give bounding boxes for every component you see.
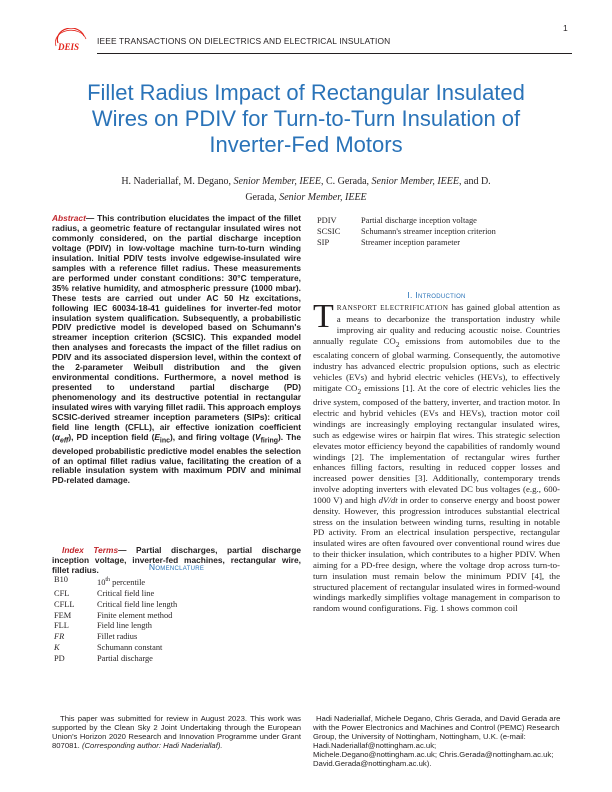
nomenclature-abbr: B10 <box>54 575 68 584</box>
nomenclature-desc: Finite element method <box>97 610 173 620</box>
nomenclature-desc: Streamer inception parameter <box>361 237 461 247</box>
journal-name: IEEE TRANSACTIONS ON DIELECTRICS AND ELECTRICAL INSULATION <box>97 36 391 46</box>
abstract-text-c: ), and firing voltage ( <box>169 431 256 442</box>
intro-text-a: has gained global attention as a means to decarbonize the transportation industry while improving air quality and reducing acoustic noise. Countries annually regulate CO <box>313 302 560 346</box>
nomenclature-title: Nomenclature <box>148 562 205 572</box>
nomenclature-row <box>54 643 294 654</box>
nomenclature-abbr: PDIV <box>317 216 337 225</box>
paper-title: Fillet Radius Impact of Rectangular Insulated Wires on PDIV for Turn-to-Turn Insulation of Inverter-Fed Motors <box>87 80 525 157</box>
nomenclature-abbr: CFLL <box>54 599 75 609</box>
nomenclature-row <box>54 632 294 643</box>
nomenclature-row <box>54 621 294 632</box>
nomenclature-row <box>54 611 294 622</box>
nomenclature-row <box>54 600 294 611</box>
nomenclature-desc: Schumann constant <box>97 643 163 653</box>
author-list <box>108 174 504 206</box>
nomenclature-row <box>317 227 557 238</box>
nomenclature-desc: Fillet radius <box>97 632 138 642</box>
index-terms-text: — Partial discharges, partial discharge inception voltage, inverter-fed machines, rectangular wire, fillet radius. <box>52 545 301 575</box>
intro-text-b: emissions from automobiles due to the escalating concern of global warming. Consequently, the automotive industry has advanced electric propulsion options, such as electric vehicles (EVs) and hybrid electric vehicles (HEVs), to effectively mitigate CO <box>313 335 561 393</box>
nomenclature-desc: Critical field line <box>97 588 155 598</box>
symbol-e-sub: inc <box>159 437 170 445</box>
intro-text-d: in order to conserve energy and boost power density. However, this progression introduces substantial electrical stress on the insulation between winding turns, resulting in notable PD activity. From an electrical insulation perspective, rectangular insulated wires are often favoured over conventional round wires due to their thicker insulation, which contributes to a higher PDIV. When aiming for a PD-free design, where the voltage drop across turn-to-turn insulation must remain below the minimum PDIV [4], the structured placement of rectangular insulated wires in formed-wound windings markedly simplifies voltage management in comparison to random wound configurations. Fig. 1 shows common coil <box>313 494 561 614</box>
nomenclature-desc: 10th percentile <box>97 577 146 587</box>
corresponding-author-note: (Corresponding author: Hadi Naderiallaf). <box>81 741 223 751</box>
author-1-role: Senior Member, IEEE <box>233 176 321 187</box>
submission-footnote <box>52 714 301 750</box>
nomenclature-desc: Schumann's streamer inception criterion <box>361 226 496 236</box>
nomenclature-table-right <box>317 216 557 249</box>
index-terms-label: Index Terms <box>62 545 119 555</box>
intro-text-c: emissions [1]. At the core of electric vehicles lies the drive system, composed of the battery, inverter, and traction motor. In electric and hybrid vehicles (EVs and HEVs), traction motor coil windings are increasingly employing rectangular insulated wires, such as edgewise wires or hairpin flat wires. This strategic selection elevates motor efficiency beyond the capabilities of randomly wound windings [2]. The implementation of rectangular wires further enhances filling factors, resulting in reduced copper losses and increased power densities [3]. Additionally, contemporary trends involve adopting inverters with elevated DC bus voltages (e.g., 600-1000 V) and high <box>313 382 560 505</box>
nomenclature-abbr: SIP <box>317 237 330 247</box>
introduction-title: I. Introduction <box>407 290 466 300</box>
nomenclature-desc: Partial discharge <box>97 654 153 664</box>
nomenclature-row <box>54 654 294 665</box>
submission-note-text: This paper was submitted for review in August 2023. This work was supported by the Clean Sky 2 Joint Undertaking through the European Union's Horizon 2020 Research and Innovation Programme under Grant 807081. <box>52 714 301 751</box>
nomenclature-abbr: PD <box>54 654 65 664</box>
nomenclature-abbr: FEM <box>54 610 72 620</box>
intro-smallcaps: RANSPORT ELECTRIFICATION <box>336 304 449 312</box>
symbol-v: V <box>255 431 261 442</box>
nomenclature-abbr: K <box>54 643 60 653</box>
introduction-body <box>313 298 561 614</box>
nomenclature-desc: Field line length <box>97 621 152 631</box>
author-2: , C. Gerada, <box>320 176 372 187</box>
nomenclature-row <box>317 216 557 227</box>
dvdt-symbol: dV/dt <box>378 494 398 505</box>
symbol-v-sub: firing <box>260 437 278 445</box>
affiliation-footnote: Hadi Naderiallaf, Michele Degano, Chris Gerada, and David Gerada are with the Power Electronics and Machines and Control (PEMC) Research Group, the University of Nottingham, Nottingham, U.K. (e-mail: Hadi.Naderiallaf@nottingham.ac.uk; Michele.Degano@nottingham.ac.uk; Chris.Gerada@nottingham.ac.uk; David.Gerada@nottingham.ac.uk). <box>313 714 561 769</box>
author-3: , and D. Gerada, <box>245 176 491 203</box>
symbol-alpha: α <box>54 431 60 442</box>
nomenclature-abbr: FR <box>54 632 65 642</box>
author-3-role: Senior Member, IEEE <box>279 192 367 203</box>
header-divider <box>97 53 572 54</box>
symbol-alpha-sub: eff <box>59 437 69 445</box>
nomenclature-row <box>317 238 557 249</box>
page-header <box>52 24 572 58</box>
nomenclature-row <box>54 589 294 600</box>
drop-cap: T <box>313 298 334 335</box>
abstract-label: Abstract <box>52 213 86 223</box>
nomenclature-desc: Critical field line length <box>97 599 178 609</box>
nomenclature-table-left <box>54 575 294 665</box>
page-number: 1 <box>563 23 568 33</box>
author-1: H. Naderiallaf, M. Degano, <box>121 176 234 187</box>
abstract-text-d: ). The developed probabilistic predictive model enables the selection of an optimal fillet radius value, facilitating the creation of a reliable insulation system with maximum PDIV and minimal PD-related damage. <box>52 431 301 486</box>
nomenclature-abbr: CFL <box>54 588 70 598</box>
nomenclature-row <box>54 575 294 589</box>
co2-subscript-2: 2 <box>357 386 362 396</box>
nomenclature-desc: Partial discharge inception voltage <box>361 216 477 225</box>
nomenclature-abbr: SCSIC <box>317 226 341 236</box>
logo-text: DEIS <box>58 42 80 52</box>
symbol-e: E <box>154 431 160 442</box>
deis-logo-icon <box>52 28 92 54</box>
author-2-role: Senior Member, IEEE <box>371 176 460 187</box>
abstract <box>52 214 301 486</box>
co2-subscript: 2 <box>395 339 400 349</box>
abstract-text-b: ), PD inception field ( <box>68 431 155 442</box>
abstract-text-a: — This contribution elucidates the impact of the fillet radius, a geometric feature of rectangular insulated wires not commonly considered, on the partial discharge inception voltage (PDIV) in low-voltage machine turn-to-turn winding insulation. Initial PDIV tests involve edgewise-insulated wire samples with a reference fillet radius. These measurements are performed under constant conditions: 30°C temperature, 35% relative humidity, and atmospheric pressure (1000 mbar). These tests are carried out under AC 50 Hz excitations, following IEC 60034-18-41 guidelines for inverter-fed motor insulation system qualification. Subsequently, a probabilistic PDIV predictive model is developed based on Schumann's streamer inception criterion (SCSIC). This expanded model then analyses and forecasts the impact of the fillet radius on PDIV and its associated dispersion level, within the context of the 2-parameter Weibull distribution and the given environmental conditions. Furthermore, a novel method is presented to understand partial discharge (PD) phenomenology and its destructive potential in rectangular insulated wires with varying fillet radii. This approach employs SCSIC-derived streamer inception parameters (SIPs): critical field line length (CFLL), air effective ionization coefficient ( <box>52 213 301 442</box>
nomenclature-abbr: FLL <box>54 621 69 631</box>
